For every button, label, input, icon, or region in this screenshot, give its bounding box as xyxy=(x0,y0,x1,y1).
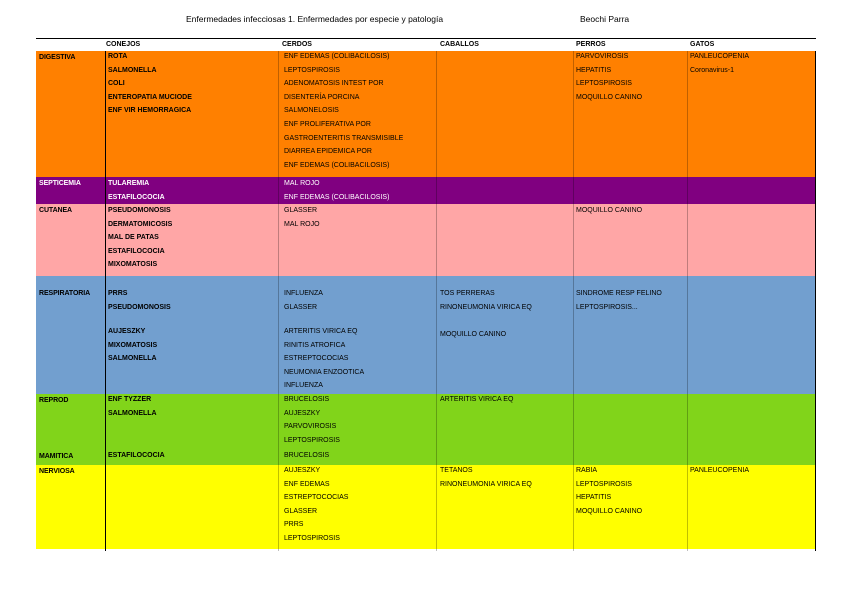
disease-item: PSEUDOMONOSIS xyxy=(108,207,171,214)
disease-item: BRUCELOSIS xyxy=(284,452,330,459)
disease-item: ENF EDEMAS (COLIBACILOSIS) xyxy=(284,193,390,201)
disease-item: BRUCELOSIS xyxy=(284,396,330,403)
cell-cutanea-perros xyxy=(576,204,642,218)
row-respiratoria xyxy=(36,276,816,394)
header-conejos: CONEJOS xyxy=(106,41,141,48)
disease-item: LEPTOSPIROSIS xyxy=(576,80,632,88)
cell-nerviosa-gatos xyxy=(690,464,749,478)
disease-item: RINITIS ATROFICA xyxy=(284,341,346,349)
disease-item: MIXOMATOSIS xyxy=(108,261,158,269)
cell-digestiva-gatos xyxy=(690,50,749,77)
row-label-mamitica: MAMITICA xyxy=(39,453,74,460)
cell-respiratoria-cerdos-b xyxy=(284,325,364,393)
disease-item: MIXOMATOSIS xyxy=(108,341,158,349)
row-septicemia xyxy=(36,177,816,204)
cell-respiratoria-caballos xyxy=(440,287,532,341)
disease-item: RINONEUMONIA VIRICA EQ xyxy=(440,480,532,488)
header-cerdos: CERDOS xyxy=(282,41,312,48)
cell-digestiva-cerdos xyxy=(284,50,403,172)
disease-item: MOQUILLO CANINO xyxy=(440,330,507,338)
disease-item: PANLEUCOPENIA xyxy=(690,53,749,60)
document-title: Enfermedades infecciosas 1. Enfermedades por especie y patología xyxy=(186,14,444,24)
disease-item: ENF EDEMAS (COLIBACILOSIS) xyxy=(284,53,390,60)
cell-respiratoria-perros xyxy=(576,287,662,314)
disease-item: ARTERITIS VIRICA EQ xyxy=(440,396,514,403)
disease-item: ESTAFILOCOCIA xyxy=(108,193,165,201)
disease-item: NEUMONIA ENZOOTICA xyxy=(284,368,365,376)
column-divider-gatos xyxy=(687,51,688,551)
disease-item: LEPTOSPIROSIS xyxy=(284,534,340,542)
cell-digestiva-conejos xyxy=(108,50,192,118)
disease-item: MOQUILLO CANINO xyxy=(576,507,643,515)
disease-item: MAL ROJO xyxy=(284,220,320,228)
disease-item: GLASSER xyxy=(284,303,318,311)
column-divider-conejos xyxy=(105,51,106,551)
disease-item: ENF EDEMAS (COLIBACILOSIS) xyxy=(284,161,390,169)
row-label-nerviosa: NERVIOSA xyxy=(39,468,75,475)
disease-item: INFLUENZA xyxy=(284,382,323,390)
disease-item: PANLEUCOPENIA xyxy=(690,467,749,474)
row-cutanea xyxy=(36,204,816,276)
disease-item: GASTROENTERITIS TRANSMISIBLE xyxy=(284,134,404,142)
disease-item: MAL ROJO xyxy=(284,180,320,187)
disease-item: DIARREA EPIDEMICA POR xyxy=(284,148,372,156)
disease-item: LEPTOSPIROSIS xyxy=(284,436,340,444)
cell-cutanea-cerdos xyxy=(284,204,320,231)
cell-reprod-caballos xyxy=(440,393,513,407)
document-title-bar xyxy=(0,14,848,28)
cell-respiratoria-conejos-a xyxy=(108,287,171,314)
cell-cutanea-conejos xyxy=(108,204,172,272)
disease-item: DISENTERÍA PORCINA xyxy=(284,93,360,101)
disease-item: AUJESZKY xyxy=(108,328,146,335)
disease-item: ESTREPTOCOCIAS xyxy=(284,494,349,502)
cell-digestiva-perros xyxy=(576,50,642,104)
disease-item: SALMONELOSIS xyxy=(284,107,339,115)
header-caballos: CABALLOS xyxy=(440,41,479,48)
disease-item: TULAREMIA xyxy=(108,180,150,187)
row-label-cutanea: CUTANEA xyxy=(39,207,73,214)
header-gatos: GATOS xyxy=(690,41,715,48)
disease-item: SALMONELLA xyxy=(108,66,157,74)
disease-table xyxy=(36,38,816,549)
disease-item: ESTREPTOCOCIAS xyxy=(284,355,349,363)
cell-respiratoria-cerdos-a xyxy=(284,287,323,314)
disease-item: TETANOS xyxy=(440,467,473,474)
disease-item: ADENOMATOSIS INTEST POR xyxy=(284,80,384,88)
cell-septicemia-cerdos xyxy=(284,177,389,204)
disease-item: LEPTOSPIROSIS... xyxy=(576,303,638,311)
cell-nerviosa-cerdos xyxy=(284,464,348,546)
disease-item: Coronavirus-1 xyxy=(690,66,734,74)
cell-respiratoria-conejos-b xyxy=(108,325,157,366)
cell-mamitica-conejos xyxy=(108,449,165,463)
row-reprod xyxy=(36,394,816,465)
row-digestiva xyxy=(36,51,816,177)
column-divider-cerdos xyxy=(278,51,279,551)
disease-item: ESTAFILOCOCIA xyxy=(108,247,165,255)
disease-item: ENTEROPATIA MUCIODE xyxy=(108,93,192,101)
cell-nerviosa-perros xyxy=(576,464,642,518)
disease-item: PARVOVIROSIS xyxy=(284,423,337,431)
header-perros: PERROS xyxy=(576,41,606,48)
disease-item: GLASSER xyxy=(284,207,318,214)
column-divider-perros xyxy=(573,51,574,551)
column-divider-right xyxy=(815,51,816,551)
row-label-reprod: REPROD xyxy=(39,397,69,404)
disease-item: ROTA xyxy=(108,53,128,60)
disease-item: HEPATITIS xyxy=(576,66,612,74)
disease-item: LEPTOSPIROSIS xyxy=(284,66,340,74)
row-label-septicemia: SEPTICEMIA xyxy=(39,180,81,187)
document-author: Beochi Parra xyxy=(580,14,630,24)
disease-item: ENF TYZZER xyxy=(108,396,152,403)
disease-item: DERMATOMICOSIS xyxy=(108,220,173,228)
cell-septicemia-conejos xyxy=(108,177,165,204)
disease-item: ENF VIR HEMORRAGICA xyxy=(108,107,192,115)
cell-reprod-conejos xyxy=(108,393,157,420)
disease-item: SINDROME RESP FELINO xyxy=(576,290,662,297)
row-label-digestiva: DIGESTIVA xyxy=(39,54,76,61)
disease-item: PARVOVIROSIS xyxy=(576,53,629,60)
disease-item: SALMONELLA xyxy=(108,355,157,363)
disease-item: GLASSER xyxy=(284,507,318,515)
disease-item: AUJESZKY xyxy=(284,467,321,474)
disease-item: LEPTOSPIROSIS xyxy=(576,480,632,488)
cell-mamitica-cerdos xyxy=(284,449,329,463)
disease-item: PSEUDOMONOSIS xyxy=(108,303,171,311)
cell-nerviosa-caballos xyxy=(440,464,532,491)
disease-item: ENF EDEMAS xyxy=(284,480,330,488)
disease-item: AUJESZKY xyxy=(284,409,321,417)
disease-item: TOS PERRERAS xyxy=(440,290,495,297)
disease-item: INFLUENZA xyxy=(284,290,323,297)
disease-item: RINONEUMONIA VIRICA EQ xyxy=(440,303,532,311)
disease-item: MOQUILLO CANINO xyxy=(576,207,643,214)
disease-item: MAL DE PATAS xyxy=(108,234,159,242)
disease-item xyxy=(440,314,532,328)
row-label-respiratoria: RESPIRATORIA xyxy=(39,290,91,297)
disease-item: RABIA xyxy=(576,467,598,474)
cell-reprod-cerdos xyxy=(284,393,340,447)
disease-item: ARTERITIS VIRICA EQ xyxy=(284,328,358,335)
disease-item: PRRS xyxy=(284,521,304,529)
column-divider-caballos xyxy=(436,51,437,551)
disease-item: HEPATITIS xyxy=(576,494,612,502)
row-nerviosa xyxy=(36,465,816,549)
disease-item: ENF PROLIFERATIVA POR xyxy=(284,120,371,128)
disease-item: PRRS xyxy=(108,290,128,297)
disease-item: SALMONELLA xyxy=(108,409,157,417)
disease-item: MOQUILLO CANINO xyxy=(576,93,643,101)
disease-item: COLI xyxy=(108,80,125,88)
disease-item: ESTAFILOCOCIA xyxy=(108,452,165,459)
